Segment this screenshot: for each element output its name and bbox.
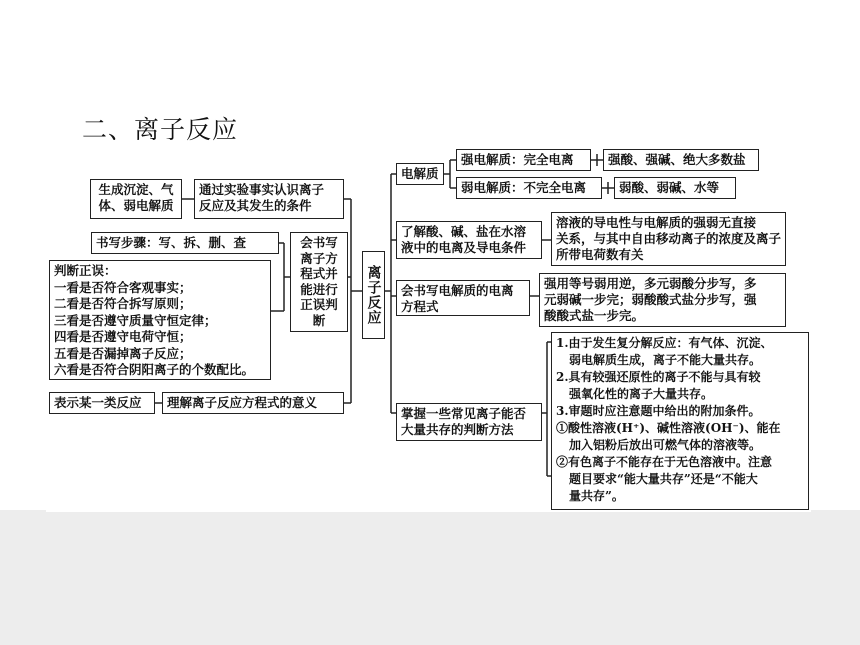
node-strong-electrolyte-examples: 强酸、强碱、绝大多数盐: [603, 149, 759, 171]
node-writing-steps: 书写步骤：写、拆、删、查: [91, 232, 279, 254]
node-coexistence-rules: 1.由于发生复分解反应：有气体、沉淀、 弱电解质生成，离子不能大量共存。 2.具有较强还原性的离子不能与具有较 强氧化性的离子大量共存。 3.审题时应注意题中给出的附加条件。 ①酸性溶液(H⁺)、碱性溶液(OH⁻)、能在 加入铝粉后放出可燃气体的溶液等。 ②有色离子不能存在于无色溶液中。注意 题目要求“能大量共存”还是“不能大 量共存”。: [551, 332, 809, 510]
center-node-ionic-reaction: [362, 251, 385, 339]
center-node-text: 离子反应: [365, 265, 382, 325]
node-weak-electrolyte-examples: 弱酸、弱碱、水等: [614, 177, 736, 199]
node-ionization-conductivity: 了解酸、碱、盐在水溶 液中的电离及导电条件: [396, 221, 542, 259]
node-ionization-rules: 强用等号弱用逆，多元弱酸分步写，多 元弱碱一步完；弱酸酸式盐分步写，强 酸酸式盐一步完。: [539, 273, 786, 327]
node-write-ionic-equation: 会书写 离子方 程式并 能进行 正误判 断: [290, 232, 348, 332]
node-strong-electrolyte: 强电解质：完全电离: [456, 149, 591, 171]
slide-title: 二、离子反应: [82, 115, 239, 144]
node-judge-correctness: 判断正误： 一看是否符合客观事实； 二看是否符合拆写原则； 三看是否遵守质量守恒定律； 四看是否遵守电荷守恒； 五看是否漏掉离子反应； 六看是否符合阴阳离子的个数配比。: [49, 260, 271, 380]
node-ionization-equation: 会书写电解质的电离 方程式: [396, 280, 530, 316]
concept-map: [46, 146, 811, 512]
node-reaction-conditions: 生成沉淀、气 体、弱电解质: [90, 179, 182, 219]
node-electrolyte: 电解质: [396, 163, 444, 185]
node-represent-reaction-class: 表示某一类反应: [49, 392, 155, 414]
node-understand-conditions: 通过实验事实认识离子 反应及其发生的条件: [194, 179, 344, 219]
node-weak-electrolyte: 弱电解质：不完全电离: [456, 177, 602, 199]
node-conductivity-detail: 溶液的导电性与电解质的强弱无直接 关系，与其中自由移动离子的浓度及离子 所带电荷数有关: [551, 212, 786, 266]
node-ion-coexistence: 掌握一些常见离子能否 大量共存的判断方法: [396, 403, 542, 441]
node-equation-meaning: 理解离子反应方程式的意义: [162, 392, 344, 414]
slide-footer-band: [0, 510, 860, 645]
